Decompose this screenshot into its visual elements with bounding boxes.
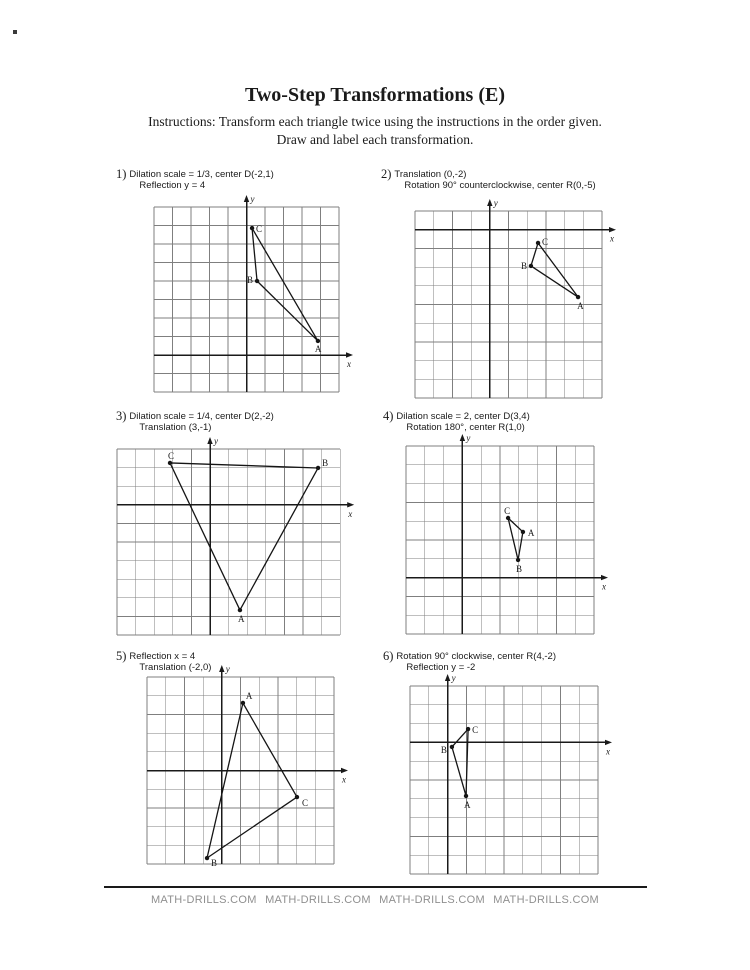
svg-text:y: y [451, 673, 456, 683]
svg-text:x: x [347, 359, 351, 369]
svg-text:A: A [314, 343, 322, 354]
footer-text: MATH-DRILLS.COM MATH-DRILLS.COM MATH-DRILLS.COM MATH-DRILLS.COM [150, 894, 600, 906]
instructions-line2: Draw and label each transformation. [276, 132, 474, 147]
svg-text:C: C [256, 224, 263, 235]
problem-4-number: 4) [383, 409, 394, 423]
problem-5-coordinate-grid [147, 663, 364, 870]
svg-text:C: C [168, 450, 175, 461]
footer-divider [104, 886, 647, 888]
problem-1-instruction-line1: Dilation scale = 1/3, center D(-2,1) [129, 169, 274, 180]
svg-text:y: y [466, 433, 471, 443]
problem-4-header [383, 410, 530, 433]
svg-text:y: y [493, 198, 498, 208]
problem-5-instruction-line2: Translation (-2,0) [139, 662, 212, 673]
svg-text:A: A [245, 690, 253, 701]
problem-5-number: 5) [116, 649, 127, 663]
svg-text:B: B [247, 275, 254, 285]
problem-1-header [116, 168, 274, 191]
svg-text:C: C [472, 725, 479, 736]
problem-3-instruction-line1: Dilation scale = 1/4, center D(2,-2) [129, 411, 274, 422]
problem-4-instruction-line2: Rotation 180°, center R(1,0) [406, 422, 525, 433]
problem-3-header [116, 410, 274, 433]
scan-artifact-dot [13, 30, 17, 34]
svg-text:B: B [516, 563, 523, 574]
problem-6-instruction-line2: Reflection y = -2 [406, 662, 476, 673]
svg-text:A: A [527, 527, 535, 538]
svg-text:y: y [225, 664, 230, 674]
svg-text:x: x [348, 508, 353, 519]
problem-1-coordinate-grid [154, 193, 369, 398]
problem-1-instruction-line2: Reflection y = 4 [139, 180, 206, 191]
svg-text:y: y [214, 436, 218, 446]
svg-text:C: C [504, 506, 511, 517]
problem-2-instruction-line2: Rotation 90° counterclockwise, center R(0,-5) [404, 180, 596, 191]
problem-6-number: 6) [383, 649, 394, 663]
svg-text:x: x [606, 746, 610, 757]
problem-2-header [381, 168, 596, 191]
problem-1-number: 1) [116, 167, 127, 181]
svg-text:A: A [464, 799, 471, 810]
problem-6-instruction-line1: Rotation 90° clockwise, center R(4,-2) [396, 651, 556, 662]
svg-text:A: A [237, 614, 245, 625]
problem-4-instruction-line1: Dilation scale = 2, center D(3,4) [396, 411, 530, 422]
problem-2-coordinate-grid [415, 197, 632, 404]
svg-text:B: B [440, 744, 447, 755]
instructions-line1: Instructions: Transform each triangle twice using the instructions in the order given. [148, 114, 602, 129]
svg-text:x: x [342, 774, 346, 785]
svg-text:B: B [211, 858, 218, 869]
problem-6-header [383, 650, 556, 673]
svg-text:x: x [610, 233, 614, 244]
problem-2-number: 2) [381, 167, 392, 181]
svg-text:C: C [301, 798, 308, 809]
problem-2-instruction-line1: Translation (0,-2) [394, 169, 467, 180]
problem-3-number: 3) [116, 409, 127, 423]
problem-3-instruction-line2: Translation (3,-1) [139, 422, 212, 433]
svg-text:C: C [542, 236, 549, 247]
svg-text:y: y [250, 194, 255, 204]
problem-3-coordinate-grid [117, 435, 370, 641]
svg-text:B: B [520, 260, 527, 271]
svg-text:B: B [322, 457, 329, 468]
worksheet-title: Two-Step Transformations (E) [245, 84, 505, 106]
problem-6-coordinate-grid [410, 672, 628, 880]
problem-4-coordinate-grid [406, 432, 624, 640]
svg-text:x: x [602, 581, 606, 592]
svg-text:A: A [577, 301, 584, 312]
problem-5-instruction-line1: Reflection x = 4 [129, 651, 196, 662]
